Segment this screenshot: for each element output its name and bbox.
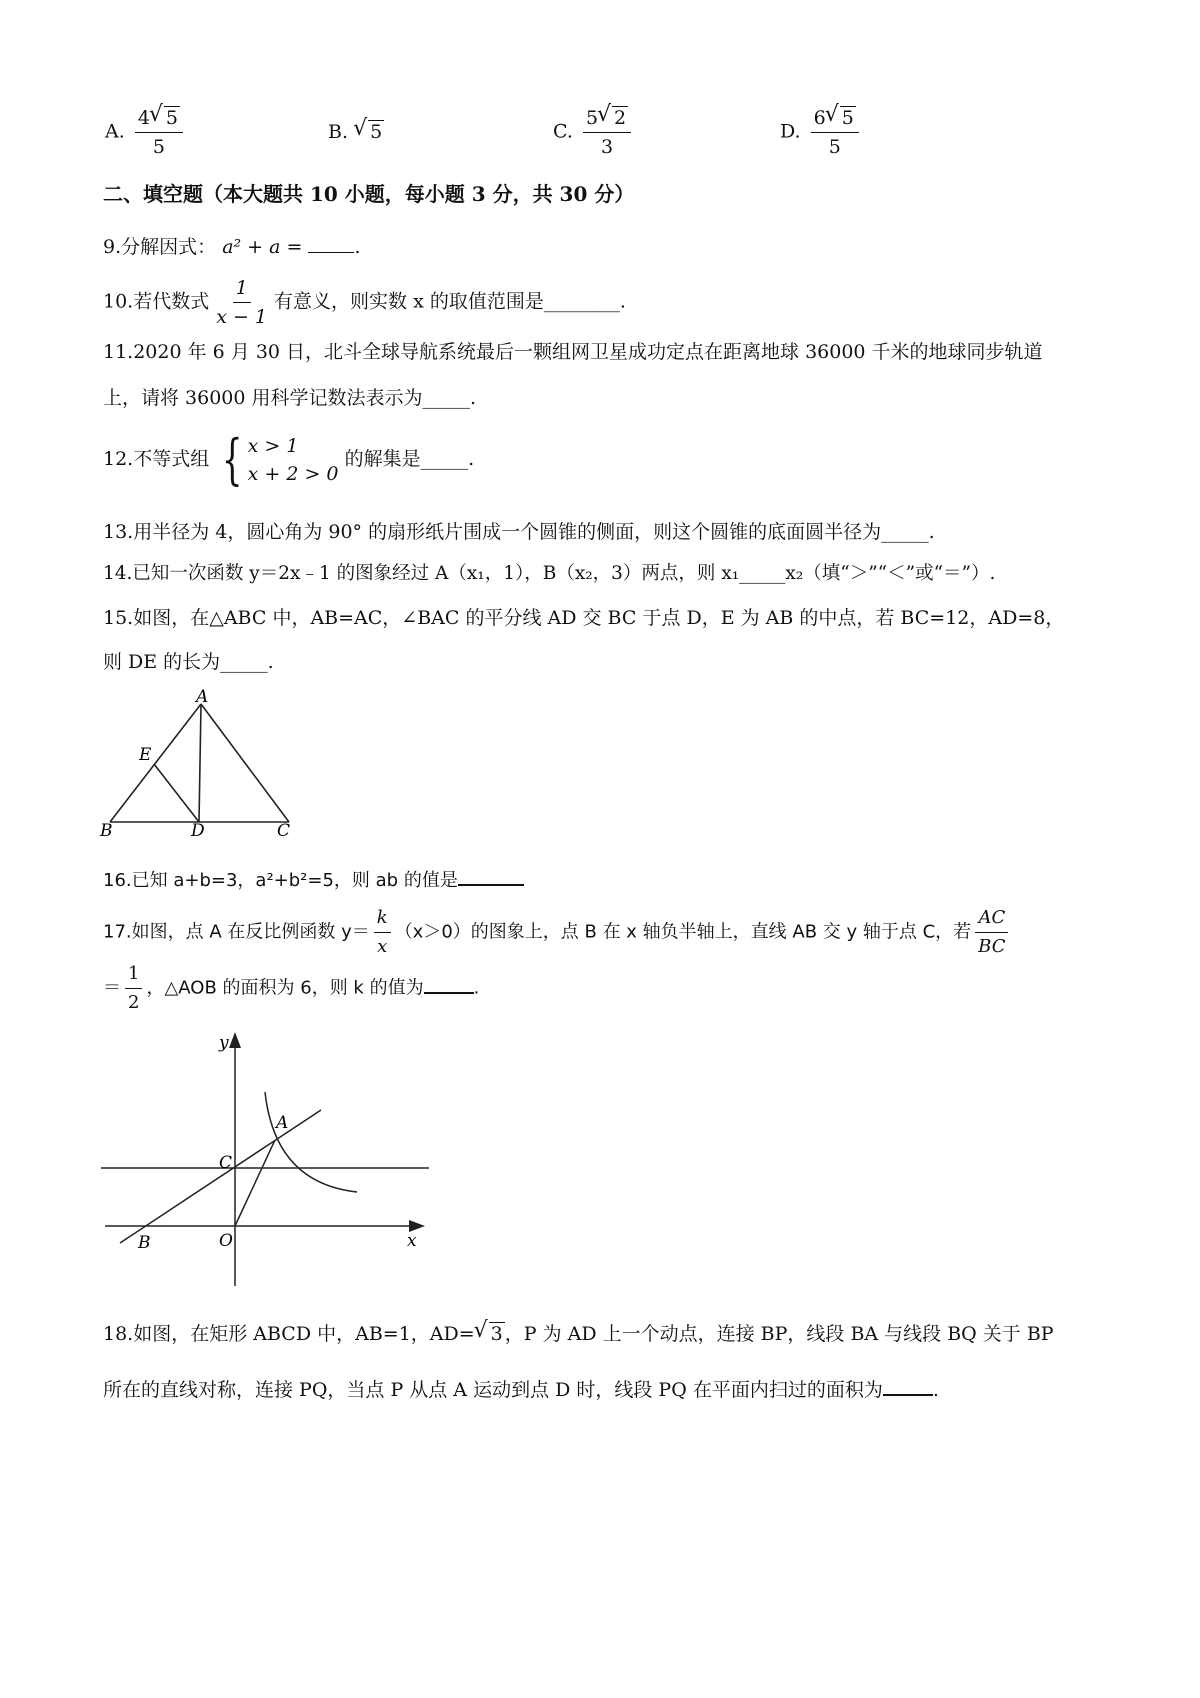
q17-ratio-fraction <box>975 906 1008 959</box>
inequality-row: x + 2 > 0 <box>247 463 339 485</box>
point-label-d: D <box>191 821 205 840</box>
frac-den: 5 <box>828 136 841 158</box>
y-axis-arrow-icon <box>229 1032 241 1048</box>
answer-blank <box>424 972 474 994</box>
question-17-line1 <box>103 906 1013 959</box>
radicand: 5 <box>370 121 383 143</box>
brace-icon: { <box>222 428 243 491</box>
point-label-a: A <box>276 1113 289 1133</box>
radicand: 2 <box>614 107 627 129</box>
question-text: 所在的直线对称，连接 PQ，当点 P 从点 A 运动到点 D 时，线段 PQ 在平面内扫过的面积为 <box>103 1379 883 1401</box>
radicand: 3 <box>490 1323 503 1345</box>
question-14: 14.已知一次函数 y＝2x﹣1 的图象经过 A（x₁，1），B（x₂，3）两点，则 x₁_____x₂（填“＞”“＜”或“＝”）. <box>103 563 996 584</box>
question-expression: a² + a = <box>222 236 303 258</box>
axis-label-x: x <box>407 1231 417 1251</box>
q18-radical <box>475 1320 505 1348</box>
question-text: 有意义，则实数 x 的取值范围是________. <box>274 290 626 313</box>
equals-sign: ＝ <box>103 977 121 999</box>
option-b <box>328 118 384 146</box>
question-9: 9.分解因式： a² + a = . <box>103 232 361 261</box>
option-letter: D. <box>780 120 801 143</box>
q17-half-fraction <box>125 962 142 1015</box>
question-label: 12.不等式组 <box>103 448 210 470</box>
question-label: 10.若代数式 <box>103 290 210 313</box>
radicand: 5 <box>165 107 178 129</box>
inequality-row: x > 1 <box>247 435 299 457</box>
q10-fraction <box>213 276 270 329</box>
segment-ad <box>199 704 201 822</box>
point-label-e: E <box>139 745 152 765</box>
question-13: 13.用半径为 4，圆心角为 90° 的扇形纸片围成一个圆锥的侧面，则这个圆锥的底面圆半径为_____. <box>103 521 935 543</box>
segment-ab <box>110 704 201 822</box>
hyperbola-curve <box>265 1092 357 1192</box>
option-letter: C. <box>553 120 573 143</box>
question-text: 18.如图，在矩形 ABCD 中，AB=1，AD= <box>103 1323 475 1345</box>
point-label-a: A <box>196 688 209 707</box>
radicand: 5 <box>841 107 854 129</box>
question-10 <box>103 276 626 329</box>
point-label-c: C <box>277 821 291 840</box>
line-ab <box>120 1110 321 1243</box>
option-letter: B. <box>328 121 349 143</box>
frac-num: AC <box>975 906 1008 933</box>
frac-den: 3 <box>601 136 614 158</box>
question-15-line2: 则 DE 的长为_____. <box>103 651 274 673</box>
frac-coef: 6 <box>813 107 826 129</box>
frac-den: x − 1 <box>216 306 268 328</box>
segment-ac <box>201 704 289 822</box>
question-text: ，P 为 AD 上一个动点，连接 BP，线段 BA 与线段 BQ 关于 BP <box>504 1323 1054 1345</box>
question-text: 17.如图，点 A 在反比例函数 y＝ <box>103 921 370 943</box>
point-label-c: C <box>219 1153 233 1173</box>
section-heading: 二、填空题（本大题共 10 小题，每小题 3 分，共 30 分） <box>103 182 635 206</box>
question-11-line2: 上，请将 36000 用科学记数法表示为_____. <box>103 387 477 409</box>
point-label-o: O <box>219 1231 233 1251</box>
figure-17-coordinate-plot <box>95 1028 440 1290</box>
option-b-radical <box>354 118 384 146</box>
q17-function-fraction <box>374 906 391 959</box>
option-letter: A. <box>105 120 125 143</box>
question-label: 9.分解因式： <box>103 236 217 258</box>
option-a <box>105 106 187 159</box>
inequality-system <box>215 428 339 491</box>
figure-15-triangle <box>95 688 305 840</box>
frac-den: 2 <box>128 992 140 1013</box>
frac-num: 1 <box>233 276 251 303</box>
question-text: 16.已知 a+b=3，a²+b²=5，则 ab 的值是 <box>103 870 458 891</box>
question-text: （x＞0）的图象上，点 B 在 x 轴负半轴上，直线 AB 交 y 轴于点 C，若 <box>394 921 972 943</box>
segment-de <box>154 764 199 822</box>
question-15-line1: 15.如图，在△ABC 中，AB=AC，∠BAC 的平分线 AD 交 BC 于点 D，E 为 AB 的中点，若 BC=12，AD=8， <box>103 607 1065 629</box>
frac-coef: 5 <box>585 107 599 129</box>
question-17-line2: ＝ $\frac{1}{2}$ ，△AOB 的面积为 6，则 k 的值为 . <box>103 963 480 1013</box>
option-c <box>553 106 635 159</box>
question-12 <box>103 428 475 491</box>
option-d <box>780 106 863 159</box>
option-c-fraction <box>583 106 631 159</box>
frac-coef: 4 <box>137 107 150 129</box>
question-16 <box>103 864 524 895</box>
question-18-line1 <box>103 1320 1054 1348</box>
frac-num: 1 <box>125 962 142 989</box>
answer-blank <box>308 232 354 253</box>
option-a-fraction <box>135 106 183 159</box>
point-label-b: B <box>138 1233 151 1253</box>
question-11-line1: 11.2020 年 6 月 30 日，北斗全球导航系统最后一颗组网卫星成功定点在距离地球 36000 千米的地球同步轨道 <box>103 341 1043 363</box>
answer-blank <box>458 864 524 886</box>
question-text: 的解集是_____. <box>344 448 475 470</box>
answer-blank <box>883 1374 933 1396</box>
axis-label-y: y <box>219 1033 229 1053</box>
option-d-fraction <box>811 106 859 159</box>
question-text: ，△AOB 的面积为 6，则 k 的值为 <box>146 977 424 999</box>
frac-den: x <box>377 936 388 957</box>
frac-den: 5 <box>152 136 165 158</box>
frac-num: k <box>374 906 391 933</box>
frac-den: BC <box>978 936 1006 957</box>
question-18-line2: 所在的直线对称，连接 PQ，当点 P 从点 A 运动到点 D 时，线段 PQ 在平面内扫过的面积为 . <box>103 1374 939 1404</box>
point-label-b: B <box>100 821 113 840</box>
